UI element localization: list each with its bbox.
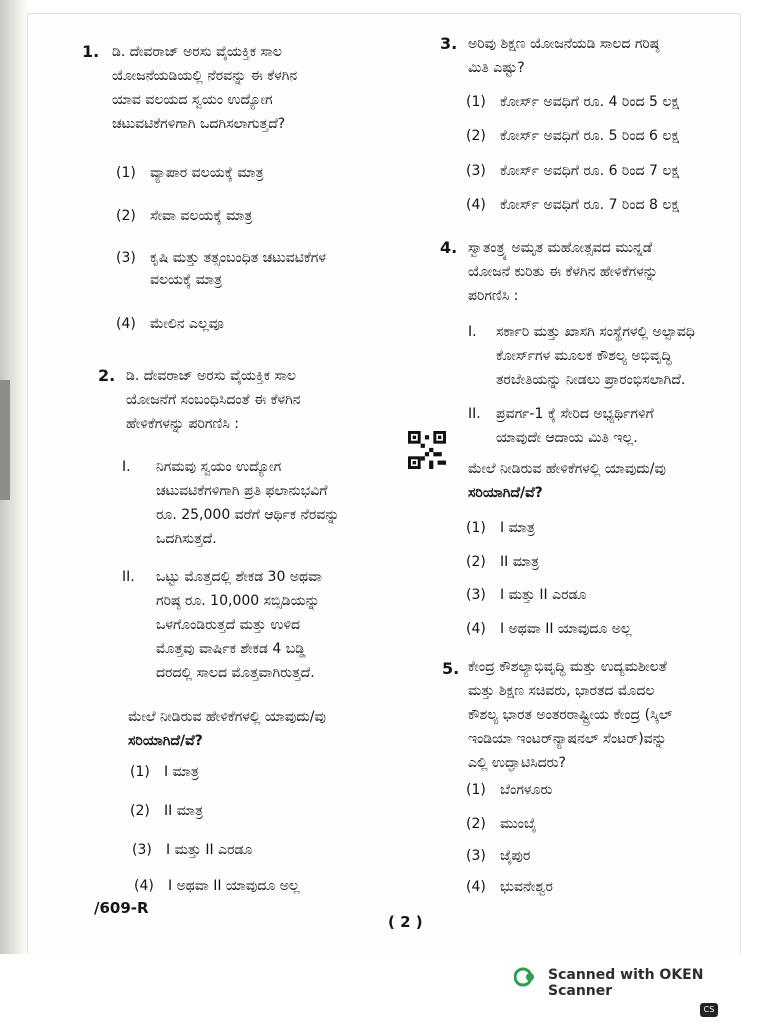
paper-code: /609-R: [94, 899, 149, 917]
option-number: (1): [466, 520, 486, 536]
option-text: I ಮಾತ್ರ: [500, 520, 535, 536]
option-text: I ಅಥವಾ II ಯಾವುದೂ ಅಲ್ಲ: [168, 878, 300, 894]
cs-badge: CS: [700, 1003, 718, 1017]
option-text: I ಮತ್ತು II ಎರಡೂ: [500, 587, 587, 603]
q5-line: ಎಲ್ಲಿ ಉದ್ಘಾಟಿಸಿದರು?: [468, 755, 566, 771]
q4-number: 4.: [440, 238, 458, 257]
q2-statement-2: [122, 565, 412, 685]
option-text: ಮೇಲಿನ ಎಲ್ಲವೂ: [150, 316, 224, 332]
q1-option-4[interactable]: [116, 313, 224, 335]
roman-numeral: II.: [468, 406, 481, 422]
q3-option-1[interactable]: [466, 91, 679, 113]
q2-option-1[interactable]: [130, 761, 199, 783]
page-number: ( 2 ): [388, 913, 423, 931]
statement-line: ಚಟುವಟಿಕೆಗಳಿಗಾಗಿ ಪ್ರತಿ ಫಲಾನುಭವಿಗೆ: [156, 483, 328, 499]
q5-option-2[interactable]: [466, 813, 536, 835]
option-number: (1): [466, 94, 486, 110]
prompt-line: ಸರಿಯಾಗಿದೆ/ವೆ?: [468, 485, 543, 501]
statement-line: ಒಟ್ಟು ಮೊತ್ತದಲ್ಲಿ ಶೇಕಡ 30 ಅಥವಾ: [156, 569, 323, 585]
option-text: ಸೇವಾ ವಲಯಕ್ಕೆ ಮಾತ್ರ: [150, 208, 253, 224]
q2-option-3[interactable]: [132, 839, 252, 861]
statement-line: ರೂ. 25,000 ವರೆಗೆ ಆರ್ಥಿಕ ನೆರವನ್ನು: [156, 507, 340, 523]
roman-numeral: I.: [468, 324, 477, 340]
option-text: II ಮಾತ್ರ: [500, 554, 539, 570]
option-number: (4): [134, 878, 154, 894]
q1-number: 1.: [82, 42, 100, 61]
option-number: (3): [116, 250, 136, 266]
q1-option-1[interactable]: [116, 162, 264, 184]
scanner-watermark-bar: [0, 954, 768, 1024]
statement-line: ನಿಗಮವು ಸ್ವಯಂ ಉದ್ಯೋಗ: [156, 459, 282, 475]
q3-option-4[interactable]: [466, 194, 679, 216]
option-number: (2): [466, 128, 486, 144]
q2-number: 2.: [98, 366, 116, 385]
q2-statement-1: [122, 455, 412, 551]
q4-line: ಯೋಜನೆ ಕುರಿತು ಈ ಕೆಳಗಿನ ಹೇಳಿಕೆಗಳನ್ನು: [468, 264, 658, 280]
prompt-line: ಮೇಲೆ ನೀಡಿರುವ ಹೇಳಿಕೆಗಳಲ್ಲಿ ಯಾವುದು/ವು: [468, 461, 666, 477]
option-text: ಕೋರ್ಸ್ ಅವಧಿಗೆ ರೂ. 5 ರಿಂದ 6 ಲಕ್ಷ: [500, 128, 680, 144]
option-number: (3): [466, 163, 486, 179]
statement-line: ಯಾವುದೇ ಆದಾಯ ಮಿತಿ ಇಲ್ಲ.: [496, 430, 638, 446]
exam-page: [28, 14, 740, 954]
q3-line: ಮಿತಿ ಎಷ್ಟು?: [468, 60, 525, 76]
option-text: I ಮಾತ್ರ: [164, 764, 199, 780]
option-text: ಬೆಂಗಳೂರು: [500, 782, 553, 798]
q4-option-4[interactable]: [466, 618, 632, 640]
q2-line: ಹೇಳಿಕೆಗಳನ್ನು ಪರಿಗಣಿಸಿ :: [126, 416, 239, 432]
option-text: ಕೃಷಿ ಮತ್ತು ತತ್ಸಂಬಂಧಿತ ಚಟುವಟಿಕೆಗಳ: [150, 250, 326, 266]
option-number: (2): [130, 803, 150, 819]
option-text: ಮುಂಬೈ: [500, 816, 537, 832]
statement-line: ತರಬೇತಿಯನ್ನು ನೀಡಲು ಪ್ರಾರಂಭಿಸಲಾಗಿದೆ.: [496, 372, 686, 388]
option-number: (1): [116, 165, 136, 181]
q4-text: [468, 236, 738, 308]
q4-line: ಪರಿಗಣಿಸಿ :: [468, 288, 519, 304]
option-number: (4): [116, 316, 136, 332]
scan-edge-shadow: [0, 0, 28, 1024]
q2-text: [126, 364, 396, 436]
option-number: (2): [466, 816, 486, 832]
option-text: ವ್ಯಾಪಾರ ವಲಯಕ್ಕೆ ಮಾತ್ರ: [150, 165, 264, 181]
q1-text: [112, 40, 392, 136]
option-text: ವಲಯಕ್ಕೆ ಮಾತ್ರ: [150, 272, 222, 288]
option-number: (3): [132, 842, 152, 858]
option-text: ಜೈಪುರ: [500, 848, 531, 864]
scan-edge-mark: [0, 380, 10, 500]
scanner-label: Scanned with OKEN Scanner: [548, 967, 704, 999]
q5-text: [468, 655, 748, 775]
option-number: (2): [466, 554, 486, 570]
q3-text: [468, 32, 738, 80]
option-text: ಭುವನೇಶ್ವರ: [500, 879, 553, 895]
option-number: (4): [466, 621, 486, 637]
q2-option-2[interactable]: [130, 800, 203, 822]
option-number: (4): [466, 197, 486, 213]
q4-option-3[interactable]: [466, 584, 586, 606]
statement-line: ಸರ್ಕಾರಿ ಮತ್ತು ಖಾಸಗಿ ಸಂಸ್ಥೆಗಳಲ್ಲಿ ಅಲ್ಪಾವಧಿ: [496, 324, 695, 340]
roman-numeral: II.: [122, 569, 135, 585]
q1-line: ಡಿ. ದೇವರಾಜ್ ಅರಸು ವೈಯಕ್ತಿಕ ಸಾಲ: [112, 44, 282, 60]
q4-prompt: [468, 457, 748, 505]
option-number: (3): [466, 587, 486, 603]
option-text: ಕೋರ್ಸ್ ಅವಧಿಗೆ ರೂ. 4 ರಿಂದ 5 ಲಕ್ಷ: [500, 94, 680, 110]
statement-line: ಒದಗಿಸುತ್ತದೆ.: [156, 531, 217, 547]
statement-line: ಪ್ರವರ್ಗ-1 ಕ್ಕೆ ಸೇರಿದ ಅಭ್ಯರ್ಥಿಗಳಿಗೆ: [496, 406, 654, 422]
qr-code-icon: [408, 431, 446, 469]
statement-line: ಗರಿಷ್ಠ ರೂ. 10,000 ಸಬ್ಸಿಡಿಯನ್ನು: [156, 593, 320, 609]
option-text: ಕೋರ್ಸ್ ಅವಧಿಗೆ ರೂ. 7 ರಿಂದ 8 ಲಕ್ಷ: [500, 197, 680, 213]
option-number: (1): [466, 782, 486, 798]
q4-line: ಸ್ವಾತಂತ್ರ್ಯ ಅಮೃತ ಮಹೋತ್ಸವದ ಮುನ್ನಡೆ: [468, 240, 653, 256]
q4-statement-1: [468, 320, 738, 392]
q5-option-1[interactable]: [466, 779, 552, 801]
statement-line: ಮೊತ್ತವು ವಾರ್ಷಿಕ ಶೇಕಡ 4 ಬಡ್ಡಿ: [156, 641, 306, 657]
q2-line: ಯೋಜನೆಗೆ ಸಂಬಂಧಿಸಿದಂತೆ ಈ ಕೆಳಗಿನ: [126, 392, 301, 408]
q3-option-2[interactable]: [466, 125, 679, 147]
option-number: (2): [116, 208, 136, 224]
prompt-line: ಮೇಲೆ ನೀಡಿರುವ ಹೇಳಿಕೆಗಳಲ್ಲಿ ಯಾವುದು/ವು: [128, 709, 326, 725]
q4-option-2[interactable]: [466, 551, 539, 573]
q1-line: ಯಾವ ವಲಯದ ಸ್ವಯಂ ಉದ್ಯೋಗ: [112, 92, 273, 108]
q5-line: ಮತ್ತು ಶಿಕ್ಷಣ ಸಚಿವರು, ಭಾರತದ ಮೊದಲ: [468, 683, 655, 699]
option-number: (3): [466, 848, 486, 864]
q1-option-2[interactable]: [116, 205, 252, 227]
option-number: (1): [130, 764, 150, 780]
q2-prompt: [128, 705, 408, 753]
prompt-line: ಸರಿಯಾಗಿದೆ/ವೆ?: [128, 733, 203, 749]
q1-line: ಯೋಜನೆಯಡಿಯಲ್ಲಿ ನೆರವನ್ನು ಈ ಕೆಳಗಿನ: [112, 68, 298, 84]
statement-line: ದರದಲ್ಲಿ ಸಾಲದ ಮೊತ್ತವಾಗಿರುತ್ತದೆ.: [156, 665, 315, 681]
q1-line: ಚಟುವಟಿಕೆಗಳಿಗಾಗಿ ಒದಗಿಸಲಾಗುತ್ತದೆ?: [112, 116, 286, 132]
q5-line: ಕೌಶಲ್ಯ ಭಾರತ ಅಂತರರಾಷ್ಟ್ರೀಯ ಕೇಂದ್ರ (ಸ್ಕಿಲ್: [468, 707, 673, 723]
q3-line: ಅರಿವು ಶಿಕ್ಷಣ ಯೋಜನೆಯಡಿ ಸಾಲದ ಗರಿಷ್ಠ: [468, 36, 660, 52]
option-text: II ಮಾತ್ರ: [164, 803, 203, 819]
option-text: ಕೋರ್ಸ್ ಅವಧಿಗೆ ರೂ. 6 ರಿಂದ 7 ಲಕ್ಷ: [500, 163, 680, 179]
statement-line: ಕೋರ್ಸ್‌ಗಳ ಮೂಲಕ ಕೌಶಲ್ಯ ಅಭಿವೃದ್ಧಿ: [496, 348, 672, 364]
q3-number: 3.: [440, 34, 458, 53]
q5-number: 5.: [442, 659, 460, 678]
option-text: I ಅಥವಾ II ಯಾವುದೂ ಅಲ್ಲ: [500, 621, 632, 637]
q5-line: ಕೇಂದ್ರ ಕೌಶಲ್ಯಾಭಿವೃದ್ಧಿ ಮತ್ತು ಉದ್ಯಮಶೀಲತೆ: [468, 659, 667, 675]
q5-option-4[interactable]: [466, 876, 553, 898]
q5-line: ಇಂಡಿಯಾ ಇಂಟರ್‌ನ್ಯಾಷನಲ್ ಸೆಂಟರ್)ವನ್ನು: [468, 731, 667, 747]
q4-option-1[interactable]: [466, 517, 535, 539]
scanner-logo-icon: [514, 966, 536, 988]
q3-option-3[interactable]: [466, 160, 679, 182]
roman-numeral: I.: [122, 459, 131, 475]
q1-option-3[interactable]: [116, 247, 326, 291]
q2-option-4[interactable]: [134, 875, 300, 897]
q4-statement-2: [468, 402, 738, 450]
statement-line: ಒಳಗೊಂಡಿರುತ್ತದೆ ಮತ್ತು ಉಳಿದ: [156, 617, 301, 633]
option-text: I ಮತ್ತು II ಎರಡೂ: [166, 842, 253, 858]
q5-option-3[interactable]: [466, 845, 530, 867]
q2-line: ಡಿ. ದೇವರಾಜ್ ಅರಸು ವೈಯಕ್ತಿಕ ಸಾಲ: [126, 368, 296, 384]
option-number: (4): [466, 879, 486, 895]
